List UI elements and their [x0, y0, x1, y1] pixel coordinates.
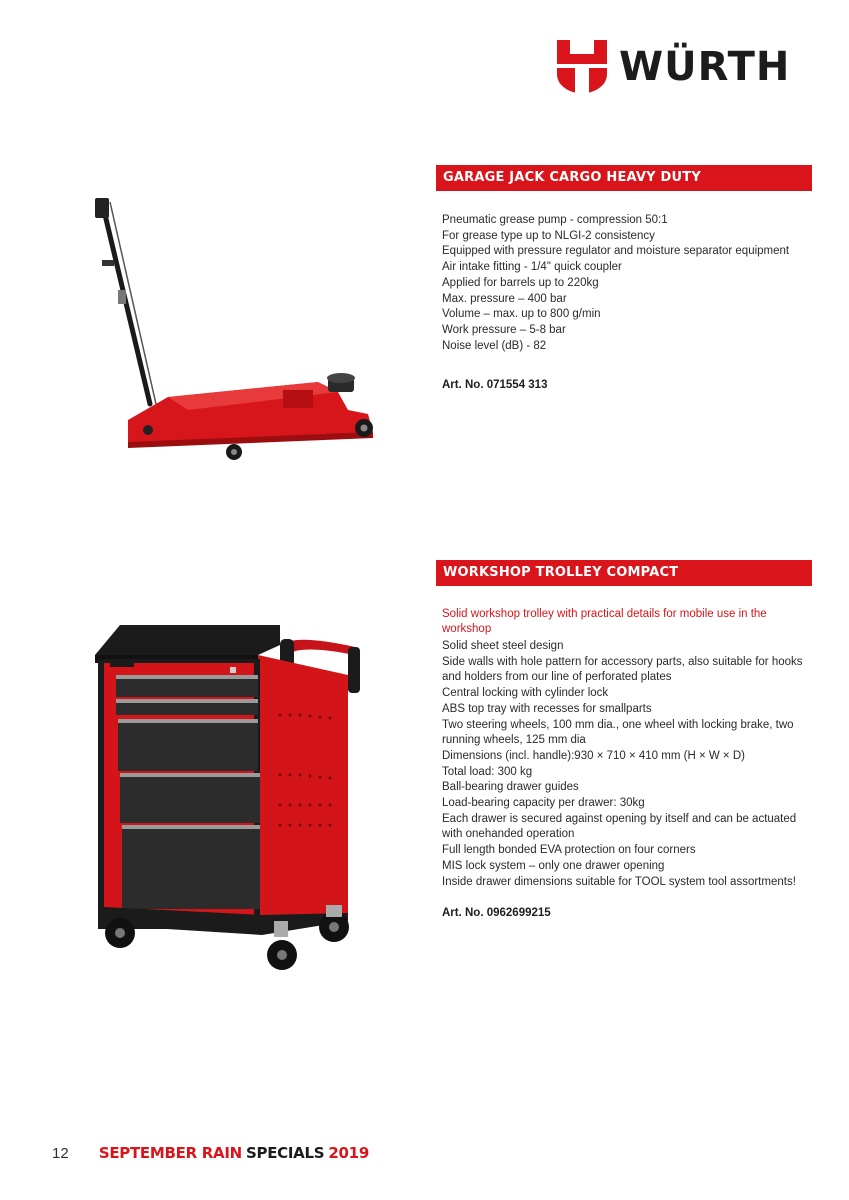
spec-item: Pneumatic grease pump - compression 50:1	[442, 214, 668, 226]
page-number: 12	[52, 1145, 69, 1162]
spec-item: Inside drawer dimensions suitable for TOOL system tool assortments!	[442, 875, 796, 888]
spec-item: Solid sheet steel design	[442, 640, 564, 652]
spec-item: ABS top tray with recesses for smallparts	[442, 702, 652, 715]
workshop-trolley-spec-list	[442, 639, 817, 890]
workshop-trolley-image	[90, 615, 365, 975]
spec-item: MIS lock system – only one drawer opening	[442, 859, 665, 872]
spec-item: For grease type up to NLGI-2 consistency	[442, 229, 655, 242]
spec-item: Ball-bearing drawer guides	[442, 781, 579, 794]
page-footer	[52, 1143, 369, 1163]
garage-jack-image	[88, 192, 388, 462]
spec-item: Side walls with hole pattern for accessory parts, also suitable for hooks and holders from our line of perforated plates	[442, 655, 803, 684]
spec-item: Air intake fitting - 1/4" quick coupler	[442, 261, 622, 274]
footer-title-red: SEPTEMBER RAIN	[98, 1144, 242, 1162]
product-title-garage-jack: GARAGE JACK CARGO HEAVY DUTY	[436, 165, 812, 191]
brand-name: WÜRTH	[619, 44, 791, 90]
spec-item: Applied for barrels up to 220kg	[442, 276, 599, 289]
spec-item: Volume – max. up to 800 g/min	[442, 308, 601, 321]
spec-item: Full length bonded EVA protection on four corners	[442, 844, 696, 857]
product-title-workshop-trolley: WORKSHOP TROLLEY COMPACT	[436, 560, 812, 586]
spec-item: Two steering wheels, 100 mm dia., one wheel with locking brake, two running wheels, 125 mm dia	[442, 718, 794, 747]
garage-jack-spec-list	[442, 213, 817, 354]
spec-item: Max. pressure – 400 bar	[442, 292, 567, 305]
footer-title-dark: SPECIALS	[246, 1144, 325, 1162]
wurth-logo-mark-icon	[557, 40, 607, 94]
article-number: Art. No. 071554 313	[442, 379, 548, 391]
spec-item: Noise level (dB) - 82	[442, 339, 547, 352]
spec-item: Work pressure – 5-8 bar	[442, 323, 566, 336]
spec-item: Central locking with cylinder lock	[442, 687, 609, 700]
spec-item: Dimensions (incl. handle):930 × 710 × 410 mm (H × W × D)	[442, 749, 745, 762]
footer-year: 2019	[328, 1144, 369, 1162]
workshop-trolley-intro: Solid workshop trolley with practical details for mobile use in the workshop	[442, 608, 767, 635]
wurth-logo	[557, 40, 812, 96]
spec-item: Total load: 300 kg	[442, 765, 533, 778]
spec-item: Load-bearing capacity per drawer: 30kg	[442, 797, 645, 810]
spec-item: Each drawer is secured against opening by itself and can be actuated with onehanded operation	[442, 812, 797, 841]
article-number: Art. No. 0962699215	[442, 907, 551, 919]
spec-item: Equipped with pressure regulator and moisture separator equipment	[442, 245, 790, 258]
